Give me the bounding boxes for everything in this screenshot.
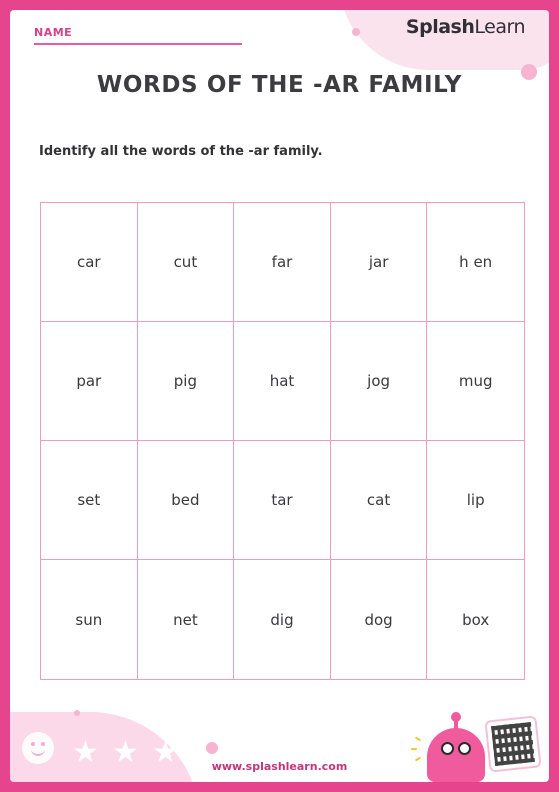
word-cell[interactable]: jar — [331, 203, 428, 322]
sparkle-icon — [411, 748, 417, 750]
brand-logo — [406, 16, 525, 38]
word-cell[interactable]: net — [138, 560, 235, 679]
word-cell[interactable]: hat — [234, 322, 331, 441]
star-icon: ★ — [72, 735, 99, 770]
worksheet-title: WORDS OF THE -AR FAMILY — [96, 72, 463, 98]
word-cell[interactable]: far — [234, 203, 331, 322]
worksheet-page — [10, 10, 549, 782]
website-link[interactable]: www.splashlearn.com — [211, 760, 348, 773]
word-cell[interactable]: cut — [138, 203, 235, 322]
word-cell[interactable]: box — [462, 610, 490, 629]
word-cell[interactable]: dog — [331, 560, 428, 679]
star-icon: ★ — [112, 735, 139, 770]
brand-logo-bold: Splash — [405, 16, 475, 38]
sparkle-icon — [415, 737, 421, 742]
qr-code-icon — [484, 715, 541, 772]
word-cell[interactable]: cat — [331, 441, 428, 560]
word-cell[interactable]: sun — [41, 560, 138, 679]
word-grid — [40, 202, 525, 680]
word-cell[interactable]: lip — [427, 441, 524, 560]
word-cell[interactable]: pig — [138, 322, 235, 441]
word-cell[interactable]: car — [41, 203, 138, 322]
word-cell[interactable]: par — [41, 322, 138, 441]
monster-mascot-icon — [427, 728, 485, 782]
word-cell[interactable]: set — [41, 441, 138, 560]
name-label: NAME — [34, 26, 73, 39]
decorative-dot — [206, 742, 218, 754]
word-cell[interactable]: mug — [427, 322, 524, 441]
brand-logo-thin: Learn — [474, 16, 525, 38]
decorative-dot — [74, 710, 80, 716]
instruction-text: Identify all the words of the -ar family. — [39, 144, 323, 159]
word-cell[interactable]: h en — [427, 203, 524, 322]
word-cell[interactable]: jog — [331, 322, 428, 441]
word-cell[interactable]: tar — [234, 441, 331, 560]
name-input-line[interactable] — [34, 43, 242, 45]
decorative-dot — [352, 28, 360, 36]
star-icon: ★ — [152, 735, 179, 770]
word-cell[interactable]: bed — [138, 441, 235, 560]
word-cell[interactable]: dig — [234, 560, 331, 679]
